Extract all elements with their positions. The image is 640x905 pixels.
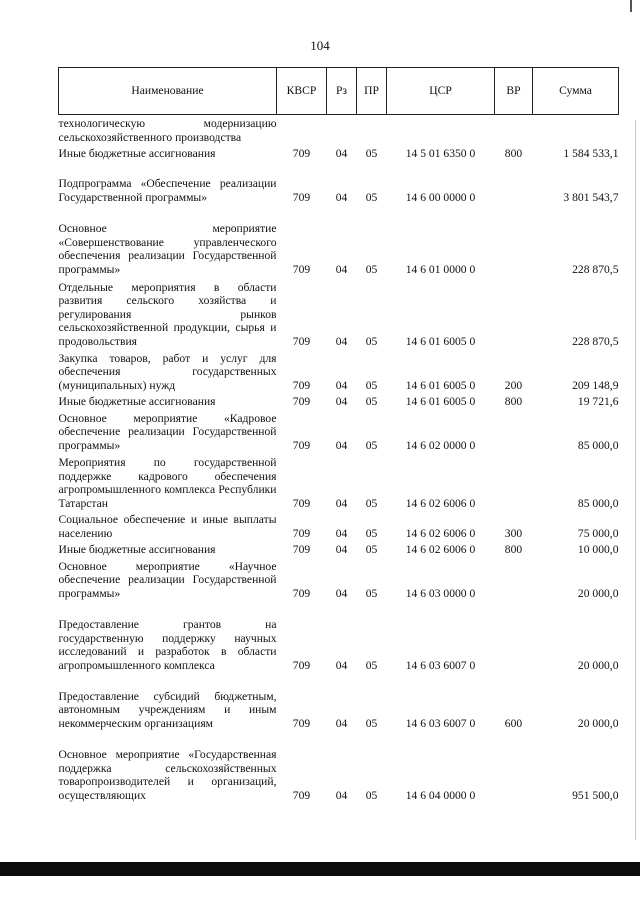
row-kvsr: 709 xyxy=(292,190,311,204)
row-name: технологическую модернизацию сельскохозяйственного производства xyxy=(58,117,277,144)
row-csr: 14 6 01 6005 0 xyxy=(405,334,476,348)
row-pr: 05 xyxy=(365,526,378,540)
row-name: Иные бюджетные ассигнования xyxy=(58,146,216,160)
row-csr: 14 6 02 6006 0 xyxy=(405,496,476,510)
table-row xyxy=(59,541,619,557)
row-name: Мероприятия по государственной поддержке кадрового обеспечения агропромышленного комплекса Республики Татарстан xyxy=(58,456,277,510)
header-sum: Сумма xyxy=(533,68,619,115)
table-row xyxy=(59,557,619,601)
table-row xyxy=(59,145,619,161)
row-kvsr: 709 xyxy=(292,716,311,730)
row-pr: 05 xyxy=(365,542,378,556)
row-kvsr xyxy=(277,115,327,145)
row-name: Основное мероприятие «Научное обеспечение реализации Государственной программы» xyxy=(58,559,277,600)
row-sum: 228 870,5 xyxy=(572,262,619,276)
row-csr: 14 6 02 0000 0 xyxy=(405,438,476,452)
row-vr: 600 xyxy=(504,716,523,730)
row-vr xyxy=(495,409,533,453)
row-pr: 05 xyxy=(365,586,378,600)
row-rz: 04 xyxy=(335,146,348,160)
row-pr: 05 xyxy=(365,190,378,204)
row-name: Основное мероприятие «Совершенствование управленческого обеспечения реализации Государственной программы» xyxy=(58,222,277,276)
row-pr: 05 xyxy=(365,378,378,392)
row-vr xyxy=(495,601,533,673)
row-vr xyxy=(495,161,533,205)
row-csr: 14 6 04 0000 0 xyxy=(405,788,476,802)
row-rz: 04 xyxy=(335,788,348,802)
row-csr: 14 6 03 0000 0 xyxy=(405,586,476,600)
table-row xyxy=(59,453,619,511)
row-name: Основное мероприятие «Кадровое обеспечение реализации Государственной программы» xyxy=(58,411,277,452)
row-sum: 20 000,0 xyxy=(577,716,619,730)
row-name: Предоставление субсидий бюджетным, автономным учреждениям и иным некоммерческим организациям xyxy=(58,689,277,730)
row-csr: 14 6 00 0000 0 xyxy=(405,190,476,204)
row-rz: 04 xyxy=(335,262,348,276)
page-number: 104 xyxy=(310,38,330,53)
row-kvsr: 709 xyxy=(292,496,311,510)
row-sum: 3 801 543,7 xyxy=(563,190,619,204)
row-kvsr: 709 xyxy=(292,542,311,556)
table-row xyxy=(59,205,619,277)
row-sum: 1 584 533,1 xyxy=(563,146,619,160)
row-vr xyxy=(495,205,533,277)
table-row xyxy=(59,349,619,393)
row-rz: 04 xyxy=(335,190,348,204)
row-vr: 300 xyxy=(504,526,523,540)
row-kvsr: 709 xyxy=(292,378,311,392)
row-rz: 04 xyxy=(335,542,348,556)
row-rz: 04 xyxy=(335,334,348,348)
table-row xyxy=(59,511,619,541)
table-row xyxy=(59,673,619,731)
row-sum: 20 000,0 xyxy=(577,586,619,600)
row-sum: 85 000,0 xyxy=(577,496,619,510)
header-rz: Рз xyxy=(327,68,357,115)
row-rz: 04 xyxy=(335,586,348,600)
row-pr: 05 xyxy=(365,438,378,452)
budget-table xyxy=(58,67,619,803)
row-pr: 05 xyxy=(365,394,378,408)
header-vr: ВР xyxy=(495,68,533,115)
row-rz: 04 xyxy=(335,394,348,408)
row-csr: 14 6 02 6006 0 xyxy=(405,526,476,540)
row-rz: 04 xyxy=(335,526,348,540)
row-kvsr: 709 xyxy=(292,586,311,600)
scan-corner-mark xyxy=(630,0,632,12)
table-row xyxy=(59,277,619,349)
scan-edge-line xyxy=(635,120,636,840)
row-vr xyxy=(495,277,533,349)
row-kvsr: 709 xyxy=(292,334,311,348)
row-sum xyxy=(533,115,619,145)
row-rz: 04 xyxy=(335,716,348,730)
row-vr: 800 xyxy=(504,146,523,160)
row-vr xyxy=(495,557,533,601)
row-kvsr: 709 xyxy=(292,438,311,452)
row-csr: 14 6 01 6005 0 xyxy=(405,378,476,392)
row-kvsr: 709 xyxy=(292,788,311,802)
row-vr: 800 xyxy=(504,394,523,408)
row-pr: 05 xyxy=(365,788,378,802)
row-csr: 14 6 03 6007 0 xyxy=(405,716,476,730)
row-rz: 04 xyxy=(335,378,348,392)
row-pr: 05 xyxy=(365,146,378,160)
table-row xyxy=(59,731,619,803)
row-sum: 75 000,0 xyxy=(577,526,619,540)
row-vr xyxy=(495,453,533,511)
row-pr: 05 xyxy=(365,262,378,276)
header-csr: ЦСР xyxy=(387,68,495,115)
row-kvsr: 709 xyxy=(292,394,311,408)
table-row xyxy=(59,409,619,453)
table-row xyxy=(59,161,619,205)
row-name: Отдельные мероприятия в области развития сельского хозяйства и регулирования рынков сельскохозяйственной продукции, сырья и продовольствия xyxy=(58,280,277,348)
row-csr: 14 5 01 6350 0 xyxy=(405,146,476,160)
row-kvsr: 709 xyxy=(292,262,311,276)
header-kvsr: КВСР xyxy=(277,68,327,115)
row-sum: 209 148,9 xyxy=(572,378,619,392)
row-kvsr: 709 xyxy=(292,146,311,160)
row-kvsr: 709 xyxy=(292,526,311,540)
row-rz xyxy=(327,115,357,145)
row-vr: 800 xyxy=(504,542,523,556)
row-pr xyxy=(357,115,387,145)
table-row xyxy=(59,115,619,145)
table-row xyxy=(59,393,619,409)
row-vr xyxy=(495,115,533,145)
row-name: Социальное обеспечение и иные выплаты населению xyxy=(58,513,277,540)
row-sum: 20 000,0 xyxy=(577,658,619,672)
row-rz: 04 xyxy=(335,496,348,510)
row-pr: 05 xyxy=(365,658,378,672)
row-pr: 05 xyxy=(365,496,378,510)
row-rz: 04 xyxy=(335,438,348,452)
row-rz: 04 xyxy=(335,658,348,672)
row-csr: 14 6 02 6006 0 xyxy=(405,542,476,556)
row-pr: 05 xyxy=(365,334,378,348)
scan-bottom-bar xyxy=(0,862,640,876)
row-sum: 228 870,5 xyxy=(572,334,619,348)
row-csr: 14 6 01 0000 0 xyxy=(405,262,476,276)
row-vr xyxy=(495,731,533,803)
row-sum: 85 000,0 xyxy=(577,438,619,452)
row-pr: 05 xyxy=(365,716,378,730)
row-sum: 951 500,0 xyxy=(572,788,619,802)
row-csr: 14 6 01 6005 0 xyxy=(405,394,476,408)
row-name: Подпрограмма «Обеспечение реализации Государственной программы» xyxy=(58,177,277,204)
row-sum: 19 721,6 xyxy=(577,394,619,408)
row-name: Основное мероприятие «Государственная поддержка сельскохозяйственных товаропроизводителей и организаций, осуществляющих xyxy=(58,748,277,802)
row-sum: 10 000,0 xyxy=(577,542,619,556)
row-csr: 14 6 03 6007 0 xyxy=(405,658,476,672)
table-row xyxy=(59,601,619,673)
row-vr: 200 xyxy=(504,378,523,392)
row-name: Предоставление грантов на государственную поддержку научных исследований и разработок в области агропромышленного комплекса xyxy=(58,618,277,672)
row-name: Иные бюджетные ассигнования xyxy=(58,394,216,408)
row-csr xyxy=(387,115,495,145)
row-kvsr: 709 xyxy=(292,658,311,672)
row-name: Закупка товаров, работ и услуг для обеспечения государственных (муниципальных) нужд xyxy=(58,351,277,392)
header-name: Наименование xyxy=(59,68,277,115)
table-header-row xyxy=(59,68,619,115)
row-name: Иные бюджетные ассигнования xyxy=(58,542,216,556)
header-pr: ПР xyxy=(357,68,387,115)
